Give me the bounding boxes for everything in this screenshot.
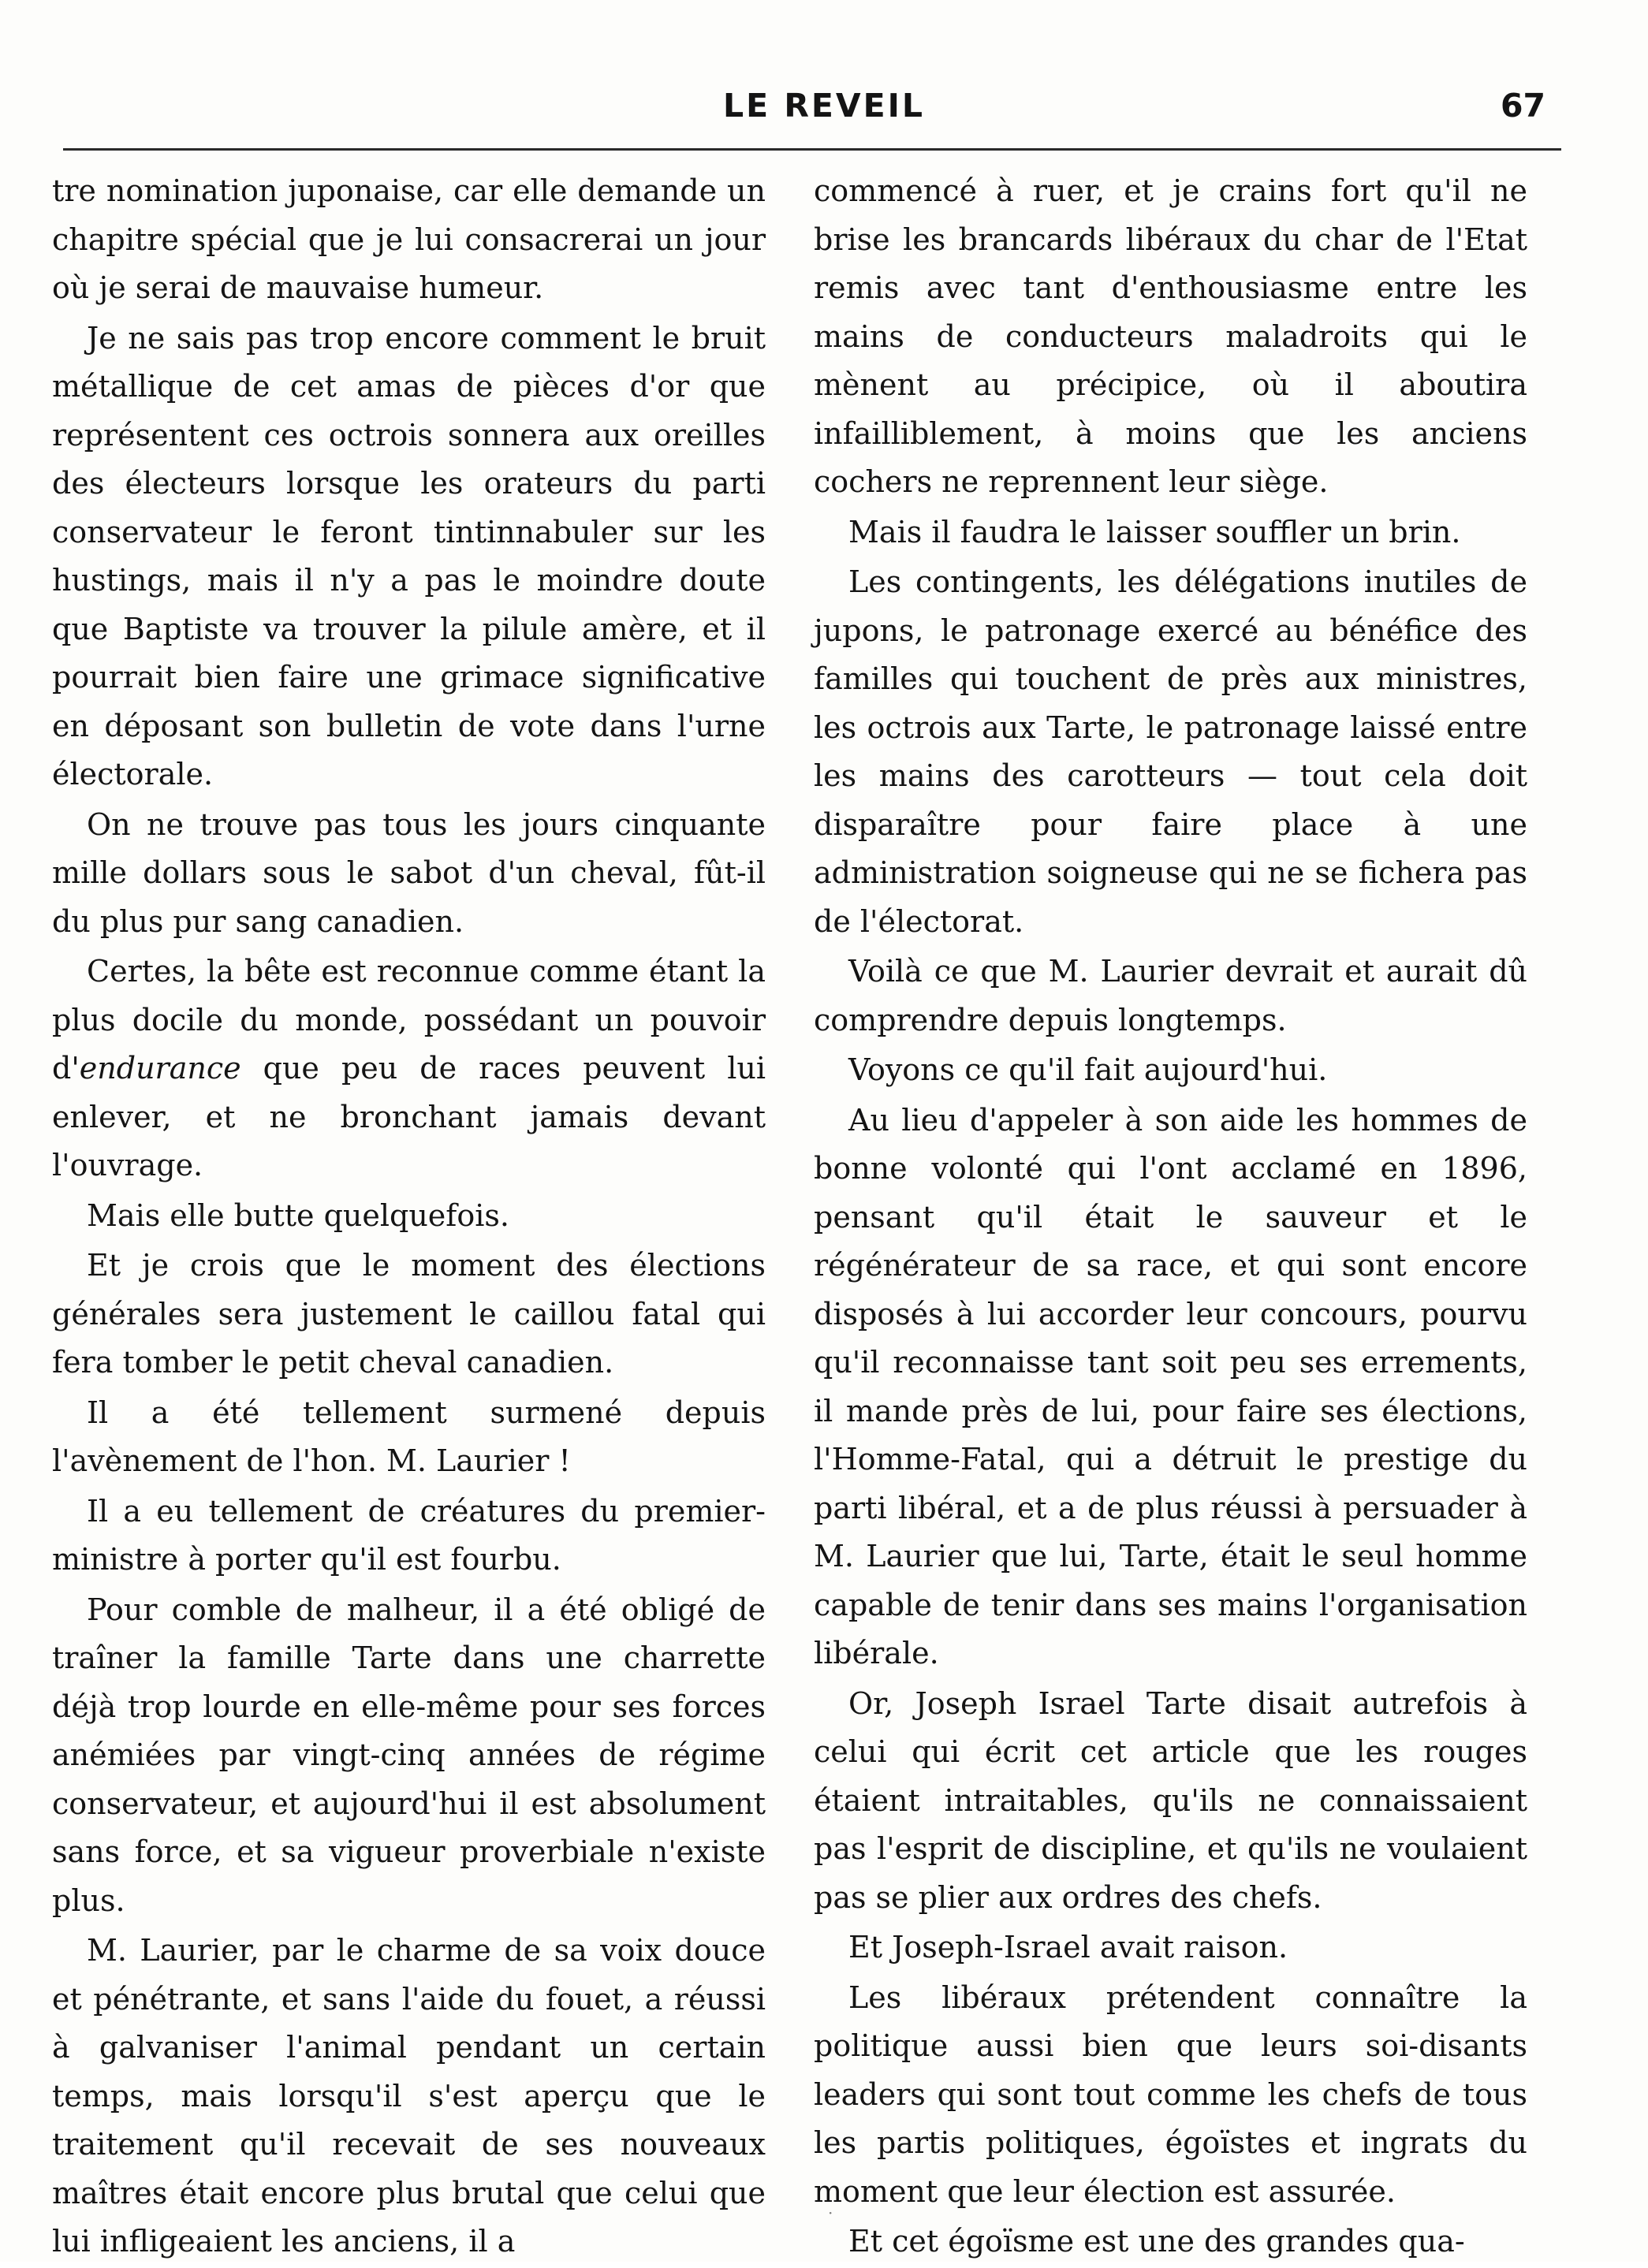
paragraph — [52, 948, 766, 1190]
paragraph: Voyons ce qu'il fait aujourd'hui. — [848, 1052, 1328, 1087]
paragraph: tre nomination juponaise, car elle demande un chapitre spécial que je lui consacrerai un jour où je serai de mauvaise humeur. — [52, 173, 766, 305]
page-title: LE REVEIL — [722, 87, 926, 125]
paragraph: Mais il faudra le laisser souffler un brin. — [848, 514, 1461, 549]
paragraph: Les contingents, les délégations inutiles de jupons, le patronage exercé au bénéfice des familles qui touchent de près aux ministres, les octrois aux Tarte, le patronage laissé entre les mains des carotteurs — tout cela doit disparaître pour faire place à une administration soigneuse qui ne se fichera pas de l'électorat. — [814, 564, 1527, 939]
header-rule — [63, 148, 1561, 151]
paragraph: Or, Joseph Israel Tarte disait autrefois à celui qui écrit cet article que les rouges étaient intraitables, qu'ils ne connaissaient pas l'esprit de discipline, et qu'ils ne voulaient pas se plier aux ordres des chefs. — [814, 1685, 1527, 1915]
paragraph: Les libéraux prétendent connaître la politique aussi bien que leurs soi-disants leaders qui sont tout comme les chefs de tous les partis politiques, égoïstes et ingrats du moment que leur élection est assurée. — [814, 1979, 1527, 2209]
left-column — [52, 167, 766, 2268]
paragraph: Il a été tellement surmené depuis l'avènement de l'hon. M. Laurier ! — [52, 1395, 766, 1478]
paragraph: Et je crois que le moment des élections générales sera justement le caillou fatal qui fera tomber le petit cheval canadien. — [52, 1248, 766, 1380]
paragraph-text: que peu de races peuvent lui enlever, et ne bronchant jamais devant l'ouvrage. — [52, 1051, 766, 1182]
paragraph: Mais elle butte quelquefois. — [87, 1197, 509, 1233]
running-header — [0, 87, 1648, 134]
paragraph: Et cet égoïsme est une des grandes qua- — [848, 2224, 1465, 2259]
paragraph-text: Certes, la bête est reconnue comme étant la plus docile du monde, possédant un pouvoir d' — [52, 954, 766, 1086]
paragraph: Voilà ce que M. Laurier devrait et aurait dû comprendre depuis longtemps. — [814, 954, 1527, 1037]
paragraph: commencé à ruer, et je crains fort qu'il ne brise les brancards libéraux du char de l'Etat remis avec tant d'enthousiasme entre les mains de conducteurs maladroits qui le mènent au précipice, où il aboutira infailliblement, à moins que les anciens cochers ne reprennent leur siège. — [814, 173, 1527, 499]
paragraph: On ne trouve pas tous les jours cinquante mille dollars sous le sabot d'un cheval, fût-il du plus pur sang canadien. — [52, 806, 766, 939]
paragraph: M. Laurier, par le charme de sa voix douce et pénétrante, et sans l'aide du fouet, a réussi à galvaniser l'animal pendant un certain temps, mais lorsqu'il s'est aperçu que le traitement qu'il recevait de ses nouveaux maîtres était encore plus brutal que celui que lui infligeaient les anciens, il a — [52, 1933, 766, 2259]
paragraph: Je ne sais pas trop encore comment le bruit métallique de cet amas de pièces d'or que représentent ces octrois sonnera aux oreilles des électeurs lorsque les orateurs du parti conservateur le feront tintinnabuler sur les hustings, mais il n'y a pas le moindre doute que Baptiste va trouver la pilule amère, et il pourrait bien faire une grimace significative en déposant son bulletin de vote dans l'urne électorale. — [52, 320, 766, 791]
paragraph: Et Joseph-Israel avait raison. — [848, 1930, 1288, 1964]
paragraph: Au lieu d'appeler à son aide les hommes de bonne volonté qui l'ont acclamé en 1896, pensant qu'il était le sauveur et le régénérateur de sa race, et qui sont encore disposés à lui accorder leur concours, pourvu qu'il reconnaisse tant soit peu ses errements, il mande près de lui, pour faire ses élections, l'Homme-Fatal, qui a détruit le prestige du parti libéral, et a de plus réussi à persuader à M. Laurier que lui, Tarte, était le seul homme capable de tenir dans ses mains l'organisation libérale. — [814, 1102, 1527, 1670]
italic-word: endurance — [79, 1051, 241, 1086]
paragraph: Il a eu tellement de créatures du premier-ministre à porter qu'il est fourbu. — [52, 1493, 766, 1577]
paragraph: Pour comble de malheur, il a été obligé de traîner la famille Tarte dans une charrette déjà trop lourde en elle-même pour ses forces anémiées par vingt-cinq années de régime conservateur, et aujourd'hui il est absolument sans force, et sa vigueur proverbiale n'existe plus. — [52, 1592, 766, 1918]
right-column — [814, 167, 1527, 2268]
footer-mark: · — [828, 2203, 833, 2222]
page-number: 67 — [1500, 87, 1545, 125]
